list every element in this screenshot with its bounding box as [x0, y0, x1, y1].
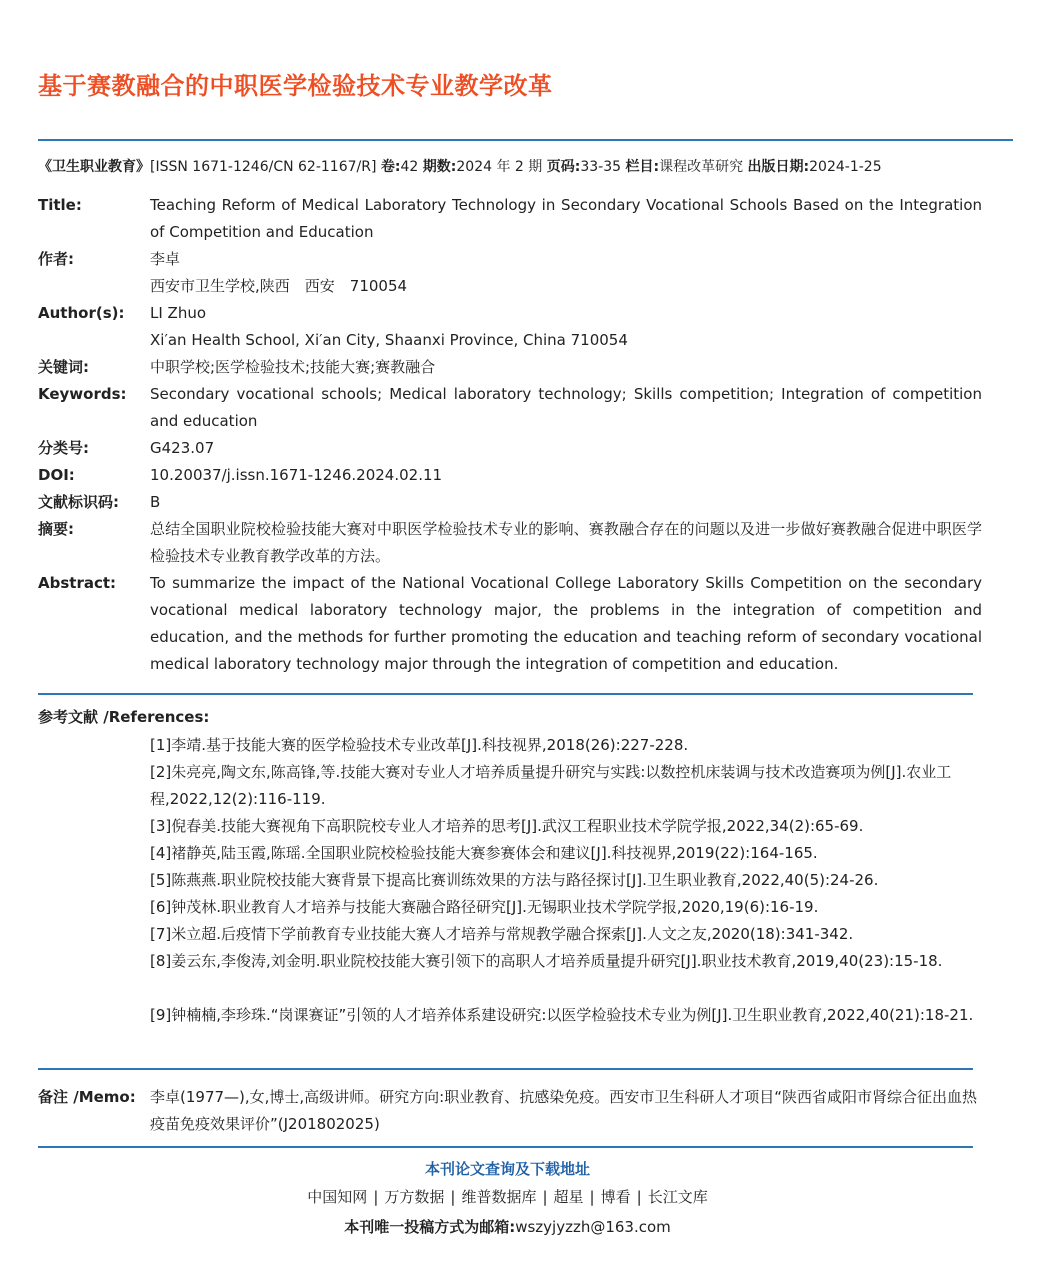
author-name-cn: 李卓: [150, 250, 181, 268]
english-title: Teaching Reform of Medical Laboratory Technology in Secondary Vocational Schools Based on the Integration of Competition and Education: [150, 196, 982, 241]
reference-item: [8]姜云东,李俊涛,刘金明.职业院校技能大赛引领下的高职人才培养质量提升研究[J].职业技术教育,2019,40(23):15-18.: [150, 952, 943, 970]
keywords-cn: 中职学校;医学检验技术;技能大赛;赛教融合: [150, 358, 436, 376]
author-name-en: LI Zhuo: [150, 304, 207, 322]
issue-label: 期数:: [422, 159, 457, 175]
email-label: 本刊唯一投稿方式为邮箱:: [344, 1218, 516, 1236]
reference-item: [6]钟茂林.职业教育人才培养与技能大赛融合路径研究[J].无锡职业技术学院学报,2020,19(6):16-19.: [150, 898, 819, 916]
issn: [ISSN 1671-1246/CN 62-1167/R]: [150, 159, 377, 175]
separator: |: [636, 1188, 642, 1206]
references-heading: 参考文献 /References:: [38, 708, 210, 726]
pages: 33-35: [580, 159, 622, 175]
reference-item: [5]陈燕燕.职业院校技能大赛背景下提高比赛训练效果的方法与路径探讨[J].卫生职业教育,2022,40(5):24-26.: [150, 871, 879, 889]
reference-item: [3]倪春美.技能大赛视角下高职院校专业人才培养的思考[J].武汉工程职业技术学院学报,2022,34(2):65-69.: [150, 817, 864, 835]
divider-before-references: [38, 693, 973, 695]
separator: |: [373, 1188, 379, 1206]
footer-heading: 本刊论文查询及下载地址: [424, 1160, 590, 1178]
abstract-en: To summarize the impact of the National Vocational College Laboratory Skills Competition on the secondary vocational medical laboratory technology major, the problems in the integration of competition and education, and the methods for further promoting the education and teaching reform of secondary vocational medical laboratory technology major through the integration of competition and education.: [150, 574, 982, 673]
doi-value: 10.20037/j.issn.1671-1246.2024.02.11: [150, 466, 443, 484]
reference-item: [4]褚静英,陆玉霞,陈瑶.全国职业院校检验技能大赛参赛体会和建议[J].科技视界,2019(22):164-165.: [150, 844, 818, 862]
divider-top: [38, 139, 1013, 141]
abstract-cn: 总结全国职业院校检验技能大赛对中职医学检验技术专业的影响、赛教融合存在的问题以及进一步做好赛教融合促进中职医学检验技术专业教育教学改革的方法。: [150, 520, 982, 565]
volume: 42: [400, 159, 419, 175]
date-label: 出版日期:: [747, 159, 810, 175]
database-link-vip[interactable]: 维普数据库: [461, 1188, 537, 1206]
reference-item: [9]钟楠楠,李珍珠.“岗课赛证”引领的人才培养体系建设研究:以医学检验技术专业为例[J].卫生职业教育,2022,40(21):18-21.: [150, 1006, 974, 1024]
divider-before-footer: [38, 1146, 973, 1148]
field-label: DOI:: [38, 466, 75, 484]
field-label: Author(s):: [38, 304, 125, 322]
column-label: 栏目:: [625, 159, 660, 175]
reference-item: [2]朱亮亮,陶文东,陈高锋,等.技能大赛对专业人才培养质量提升研究与实践:以数控机床装调与技术改造赛项为例[J].农业工程,2022,12(2):116-119.: [150, 763, 952, 808]
divider-before-memo: [38, 1068, 973, 1070]
class-number: G423.07: [150, 439, 215, 457]
journal-name: 《卫生职业教育》: [38, 159, 150, 175]
submission-email: [0, 1216, 1015, 1237]
database-link-changjiang[interactable]: 长江文库: [647, 1188, 708, 1206]
pages-label: 页码:: [546, 159, 581, 175]
separator: |: [589, 1188, 595, 1206]
reference-item: [7]米立超.后疫情下学前教育专业技能大赛人才培养与常规教学融合探索[J].人文之友,2020(18):341-342.: [150, 925, 854, 943]
reference-item: [1]李靖.基于技能大赛的医学检验技术专业改革[J].科技视界,2018(26):227-228.: [150, 736, 689, 754]
affiliation-en: Xi′an Health School, Xi′an City, Shaanxi Province, China 710054: [150, 331, 628, 349]
email-address[interactable]: wszyjyzzh@163.com: [515, 1218, 671, 1236]
doc-code-value: B: [150, 493, 161, 511]
article-title: 基于赛教融合的中职医学检验技术专业教学改革: [38, 72, 553, 100]
field-label: Title:: [38, 196, 82, 214]
separator: |: [542, 1188, 548, 1206]
memo-text: 李卓(1977—),女,博士,高级讲师。研究方向:职业教育、抗感染免疫。西安市卫生科研人才项目“陕西省咸阳市肾综合征出血热疫苗免疫效果评价”(J201802025): [150, 1088, 978, 1133]
database-list: [0, 1186, 1015, 1207]
publication-meta: [38, 156, 1013, 176]
field-label: 摘要:: [38, 520, 74, 538]
column: 课程改革研究: [659, 159, 744, 175]
volume-label: 卷:: [380, 159, 401, 175]
database-link-wanfang[interactable]: 万方数据: [384, 1188, 445, 1206]
pub-date: 2024-1-25: [809, 159, 882, 175]
separator: |: [450, 1188, 456, 1206]
field-label: 文献标识码:: [38, 493, 119, 511]
database-link-bookan[interactable]: 博看: [600, 1188, 631, 1206]
memo-label: 备注 /Memo:: [38, 1088, 136, 1106]
keywords-en: Secondary vocational schools; Medical laboratory technology; Skills competition; Integration of competition and education: [150, 385, 982, 430]
field-label: Keywords:: [38, 385, 127, 403]
field-label: 关键词:: [38, 358, 89, 376]
field-label: Abstract:: [38, 574, 117, 592]
database-link-cnki[interactable]: 中国知网: [307, 1188, 368, 1206]
field-label: 作者:: [38, 250, 74, 268]
issue: 2024 年 2 期: [456, 159, 543, 175]
field-label: 分类号:: [38, 439, 89, 457]
database-link-chaoxing[interactable]: 超星: [553, 1188, 584, 1206]
affiliation-cn: 西安市卫生学校,陕西 西安 710054: [150, 277, 408, 295]
